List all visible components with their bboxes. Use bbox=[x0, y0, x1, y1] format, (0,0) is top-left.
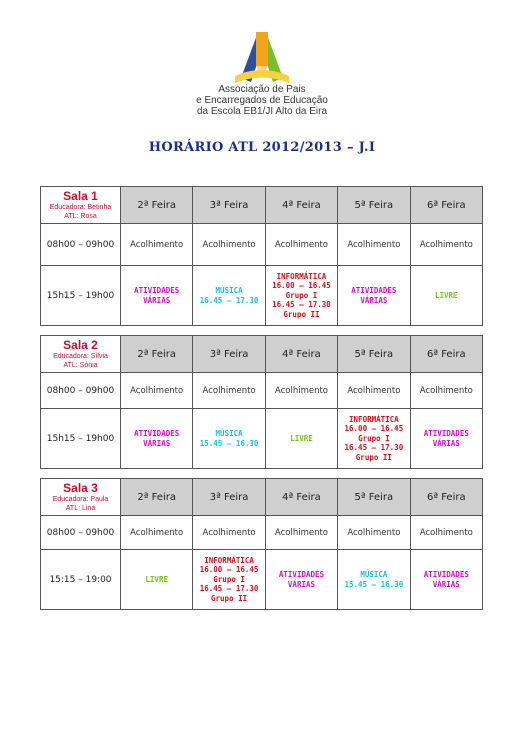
day-header: 4ª Feira bbox=[265, 479, 337, 516]
activity-cell bbox=[193, 373, 265, 409]
activity-label: Acolhimento bbox=[130, 385, 184, 396]
association-name bbox=[160, 84, 364, 117]
activity-label: Acolhimento bbox=[419, 385, 473, 396]
activity-line: VÁRIAS bbox=[143, 295, 171, 305]
activity-label: Acolhimento bbox=[202, 385, 256, 396]
activity-line: 16.45 – 17.30 bbox=[199, 584, 259, 594]
header-row bbox=[41, 479, 483, 516]
activity-cell bbox=[121, 516, 193, 550]
sala-cell bbox=[41, 479, 121, 516]
sala-atl: ATL: Rosa bbox=[64, 212, 97, 220]
activity-cell bbox=[193, 409, 265, 469]
activity-line: 15.45 – 16.30 bbox=[199, 438, 259, 448]
activity-cell bbox=[410, 550, 482, 610]
day-header: 3ª Feira bbox=[193, 187, 265, 224]
sala-name: Sala 2 bbox=[63, 337, 98, 352]
activity-line: VÁRIAS bbox=[432, 438, 460, 448]
activity-cell bbox=[338, 409, 410, 469]
schedule-row bbox=[41, 516, 483, 550]
sala-educadora: Educadora: Sílvia bbox=[53, 352, 108, 360]
schedule-row bbox=[41, 550, 483, 610]
activity-line: 15.45 – 16.30 bbox=[344, 579, 404, 589]
activity-label: Acolhimento bbox=[202, 527, 256, 538]
activity-cell bbox=[193, 516, 265, 550]
activity-line: 16.00 – 16.45 bbox=[344, 424, 404, 434]
activity-line: 16.00 – 16.45 bbox=[272, 281, 331, 291]
activity-line: INFORMÁTICA bbox=[204, 555, 254, 565]
activity-cell bbox=[410, 266, 482, 326]
activity-line: INFORMÁTICA bbox=[276, 271, 327, 281]
activity-cell bbox=[193, 550, 265, 610]
activity-label: Acolhimento bbox=[347, 385, 401, 396]
activity-line: Grupo I bbox=[213, 574, 245, 584]
sala-cell bbox=[41, 336, 121, 373]
activity-line: ATIVIDADES bbox=[423, 429, 469, 438]
activity-cell bbox=[410, 373, 482, 409]
activity-line: LIVRE bbox=[434, 290, 458, 300]
activity-label: Acolhimento bbox=[347, 527, 401, 538]
activity-line: LIVRE bbox=[145, 574, 168, 584]
activity-line: ATIVIDADES bbox=[134, 286, 180, 295]
activity-cell bbox=[265, 266, 337, 326]
activity-cell bbox=[265, 550, 337, 610]
activity-line: VÁRIAS bbox=[287, 579, 316, 589]
activity-cell bbox=[121, 373, 193, 409]
schedule-table-sala-1 bbox=[40, 186, 483, 326]
activity-cell bbox=[410, 516, 482, 550]
activity-label: Acolhimento bbox=[419, 527, 473, 538]
day-header: 4ª Feira bbox=[265, 187, 337, 224]
activity-line: ATIVIDADES bbox=[351, 286, 397, 295]
activity-label: Acolhimento bbox=[274, 385, 329, 396]
activity-cell bbox=[265, 409, 337, 469]
time-cell: 08h00 – 09h00 bbox=[41, 224, 121, 266]
day-header: 5ª Feira bbox=[338, 479, 410, 516]
day-header: 4ª Feira bbox=[265, 336, 337, 373]
activity-cell bbox=[338, 266, 410, 326]
activity-cell bbox=[265, 224, 337, 266]
day-header: 2ª Feira bbox=[121, 187, 193, 224]
activity-cell bbox=[121, 409, 193, 469]
activity-line: 16.45 – 17.30 bbox=[344, 443, 404, 453]
day-header: 6ª Feira bbox=[410, 479, 482, 516]
activity-label: Acolhimento bbox=[274, 239, 329, 250]
sala-atl: ATL: Sónia bbox=[63, 361, 98, 369]
time-cell: 15h15 – 19h00 bbox=[41, 409, 121, 469]
schedule-row bbox=[41, 224, 483, 266]
activity-line: Grupo I bbox=[358, 433, 390, 443]
sala-cell bbox=[41, 187, 121, 224]
association-line-1: Associação de Pais bbox=[218, 84, 306, 95]
activity-cell bbox=[265, 373, 337, 409]
day-header: 3ª Feira bbox=[193, 479, 265, 516]
activity-cell bbox=[193, 266, 265, 326]
activity-line: 16.45 – 17.30 bbox=[272, 300, 331, 310]
activity-line: ATIVIDADES bbox=[278, 570, 325, 579]
activity-cell bbox=[193, 224, 265, 266]
schedule-row bbox=[41, 409, 483, 469]
activity-line: MÚSICA bbox=[360, 570, 388, 579]
activity-line: LIVRE bbox=[290, 433, 313, 443]
schedule-row bbox=[41, 266, 483, 326]
day-header: 3ª Feira bbox=[193, 336, 265, 373]
sala-educadora: Educadora: Betinha bbox=[49, 203, 112, 211]
activity-line: ATIVIDADES bbox=[423, 570, 469, 579]
sala-educadora: Educadora: Paula bbox=[52, 495, 109, 503]
activity-line: 16.45 – 17.30 bbox=[199, 295, 259, 305]
activity-cell bbox=[410, 224, 482, 266]
sala-atl: ATL: Lina bbox=[65, 504, 96, 512]
header-row bbox=[41, 336, 483, 373]
activity-label: Acolhimento bbox=[274, 527, 329, 538]
activity-line: Grupo II bbox=[283, 309, 320, 319]
activity-line: INFORMÁTICA bbox=[349, 414, 399, 424]
activity-cell bbox=[338, 550, 410, 610]
time-cell: 15:15 – 19:00 bbox=[41, 550, 121, 610]
activity-line: VÁRIAS bbox=[143, 438, 171, 448]
activity-cell bbox=[338, 373, 410, 409]
activity-cell bbox=[410, 409, 482, 469]
activity-line: Grupo I bbox=[285, 290, 318, 300]
association-logo bbox=[229, 30, 295, 86]
association-line-3: da Escola EB1/JI Alto da Eira bbox=[196, 106, 328, 117]
activity-cell bbox=[338, 516, 410, 550]
time-cell: 15h15 – 19h00 bbox=[41, 266, 121, 326]
activity-label: Acolhimento bbox=[130, 527, 184, 538]
activity-line: MÚSICA bbox=[215, 429, 243, 438]
activity-label: Acolhimento bbox=[347, 239, 401, 250]
time-cell: 08h00 – 09h00 bbox=[41, 373, 121, 409]
activity-line: VÁRIAS bbox=[432, 579, 460, 589]
sala-name: Sala 1 bbox=[63, 188, 98, 203]
sala-name: Sala 3 bbox=[63, 480, 98, 495]
activity-line: Grupo II bbox=[211, 593, 248, 603]
day-header: 2ª Feira bbox=[121, 336, 193, 373]
association-line-2: e Encarregados de Educação bbox=[196, 95, 328, 106]
activity-line: ATIVIDADES bbox=[134, 429, 180, 438]
activity-line: VÁRIAS bbox=[360, 295, 388, 305]
page-title: HORÁRIO ATL 2012/2013 – J.I bbox=[148, 140, 376, 155]
activity-cell bbox=[265, 516, 337, 550]
activity-label: Acolhimento bbox=[202, 239, 256, 250]
activity-cell bbox=[338, 224, 410, 266]
schedule-table-sala-3 bbox=[40, 478, 483, 610]
activity-line: MÚSICA bbox=[215, 286, 243, 295]
day-header: 2ª Feira bbox=[121, 479, 193, 516]
day-header: 5ª Feira bbox=[338, 187, 410, 224]
header-row bbox=[41, 187, 483, 224]
activity-label: Acolhimento bbox=[130, 239, 184, 250]
activity-cell bbox=[121, 224, 193, 266]
schedule-table-sala-2 bbox=[40, 335, 483, 469]
activity-cell bbox=[121, 266, 193, 326]
day-header: 6ª Feira bbox=[410, 336, 482, 373]
activity-label: Acolhimento bbox=[419, 239, 473, 250]
schedule-row bbox=[41, 373, 483, 409]
time-cell: 08h00 – 09h00 bbox=[41, 516, 121, 550]
activity-cell bbox=[121, 550, 193, 610]
activity-line: 16.00 – 16.45 bbox=[199, 565, 259, 575]
day-header: 5ª Feira bbox=[338, 336, 410, 373]
activity-line: Grupo II bbox=[355, 452, 392, 462]
day-header: 6ª Feira bbox=[410, 187, 482, 224]
